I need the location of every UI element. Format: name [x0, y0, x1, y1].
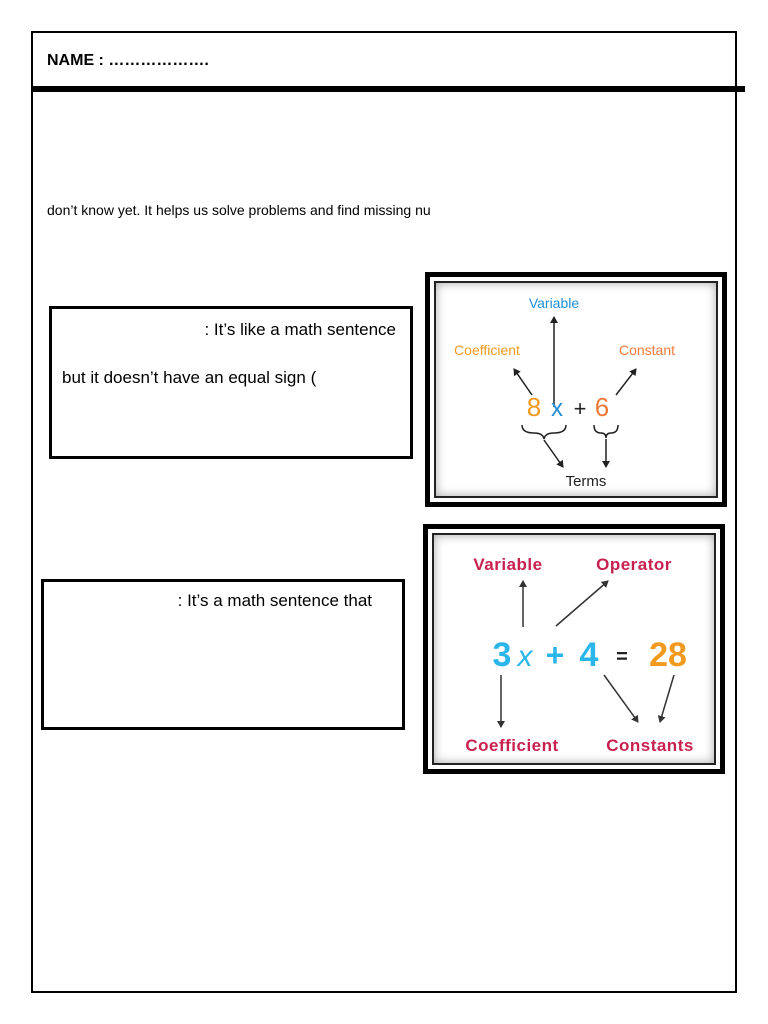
expr-coef-value: 8: [526, 392, 542, 422]
equation-diagram-svg: [428, 529, 720, 769]
eq-constant-arrow-right: [660, 675, 674, 722]
equation-definition-line1: : It’s a math sentence that: [177, 591, 372, 610]
expression-definition-line1: : It’s like a math sentence: [204, 320, 396, 339]
name-divider: [33, 86, 745, 92]
expression-diagram-svg: [430, 277, 722, 502]
eq-variable-label: Variable: [473, 555, 543, 574]
expr-terms-brace-right: [594, 425, 618, 438]
expr-constant-label: Constant: [618, 342, 676, 358]
name-label: NAME : ……………….: [47, 52, 209, 69]
expression-definition-line2: but it doesn’t have an equal sign (: [62, 368, 317, 387]
eq-plus-sign: +: [545, 637, 565, 673]
expr-constant-arrow: [616, 369, 636, 395]
expr-variable-label: Variable: [528, 295, 580, 311]
eq-coefficient-label: Coefficient: [465, 736, 559, 755]
eq-constant-arrow-left: [604, 675, 638, 722]
eq-coef-value: 3: [492, 636, 512, 674]
eq-operator-label: Operator: [596, 555, 672, 574]
equation-definition-box: [41, 579, 405, 730]
eq-const-value: 4: [579, 636, 599, 674]
expression-diagram: [425, 272, 727, 507]
eq-var-value: x: [517, 640, 533, 673]
worksheet-page: [31, 31, 737, 993]
expr-plus-sign: +: [573, 396, 587, 421]
eq-equals-sign: =: [616, 646, 628, 668]
expr-terms-label: Terms: [565, 473, 607, 490]
eq-operator-arrow: [556, 581, 608, 626]
intro-text: don’t know yet. It helps us solve problems and find missing nu: [47, 202, 431, 218]
expr-terms-brace-left: [522, 425, 566, 439]
expr-coefficient-label: Coefficient: [454, 342, 520, 358]
equation-diagram: [423, 524, 725, 774]
expr-const-value: 6: [594, 392, 610, 422]
expr-var-value: x: [551, 395, 563, 422]
expression-definition-box: [49, 306, 413, 459]
eq-result-value: 28: [649, 636, 687, 674]
eq-constants-label: Constants: [606, 736, 694, 755]
expr-terms-arrow-left: [544, 440, 563, 467]
